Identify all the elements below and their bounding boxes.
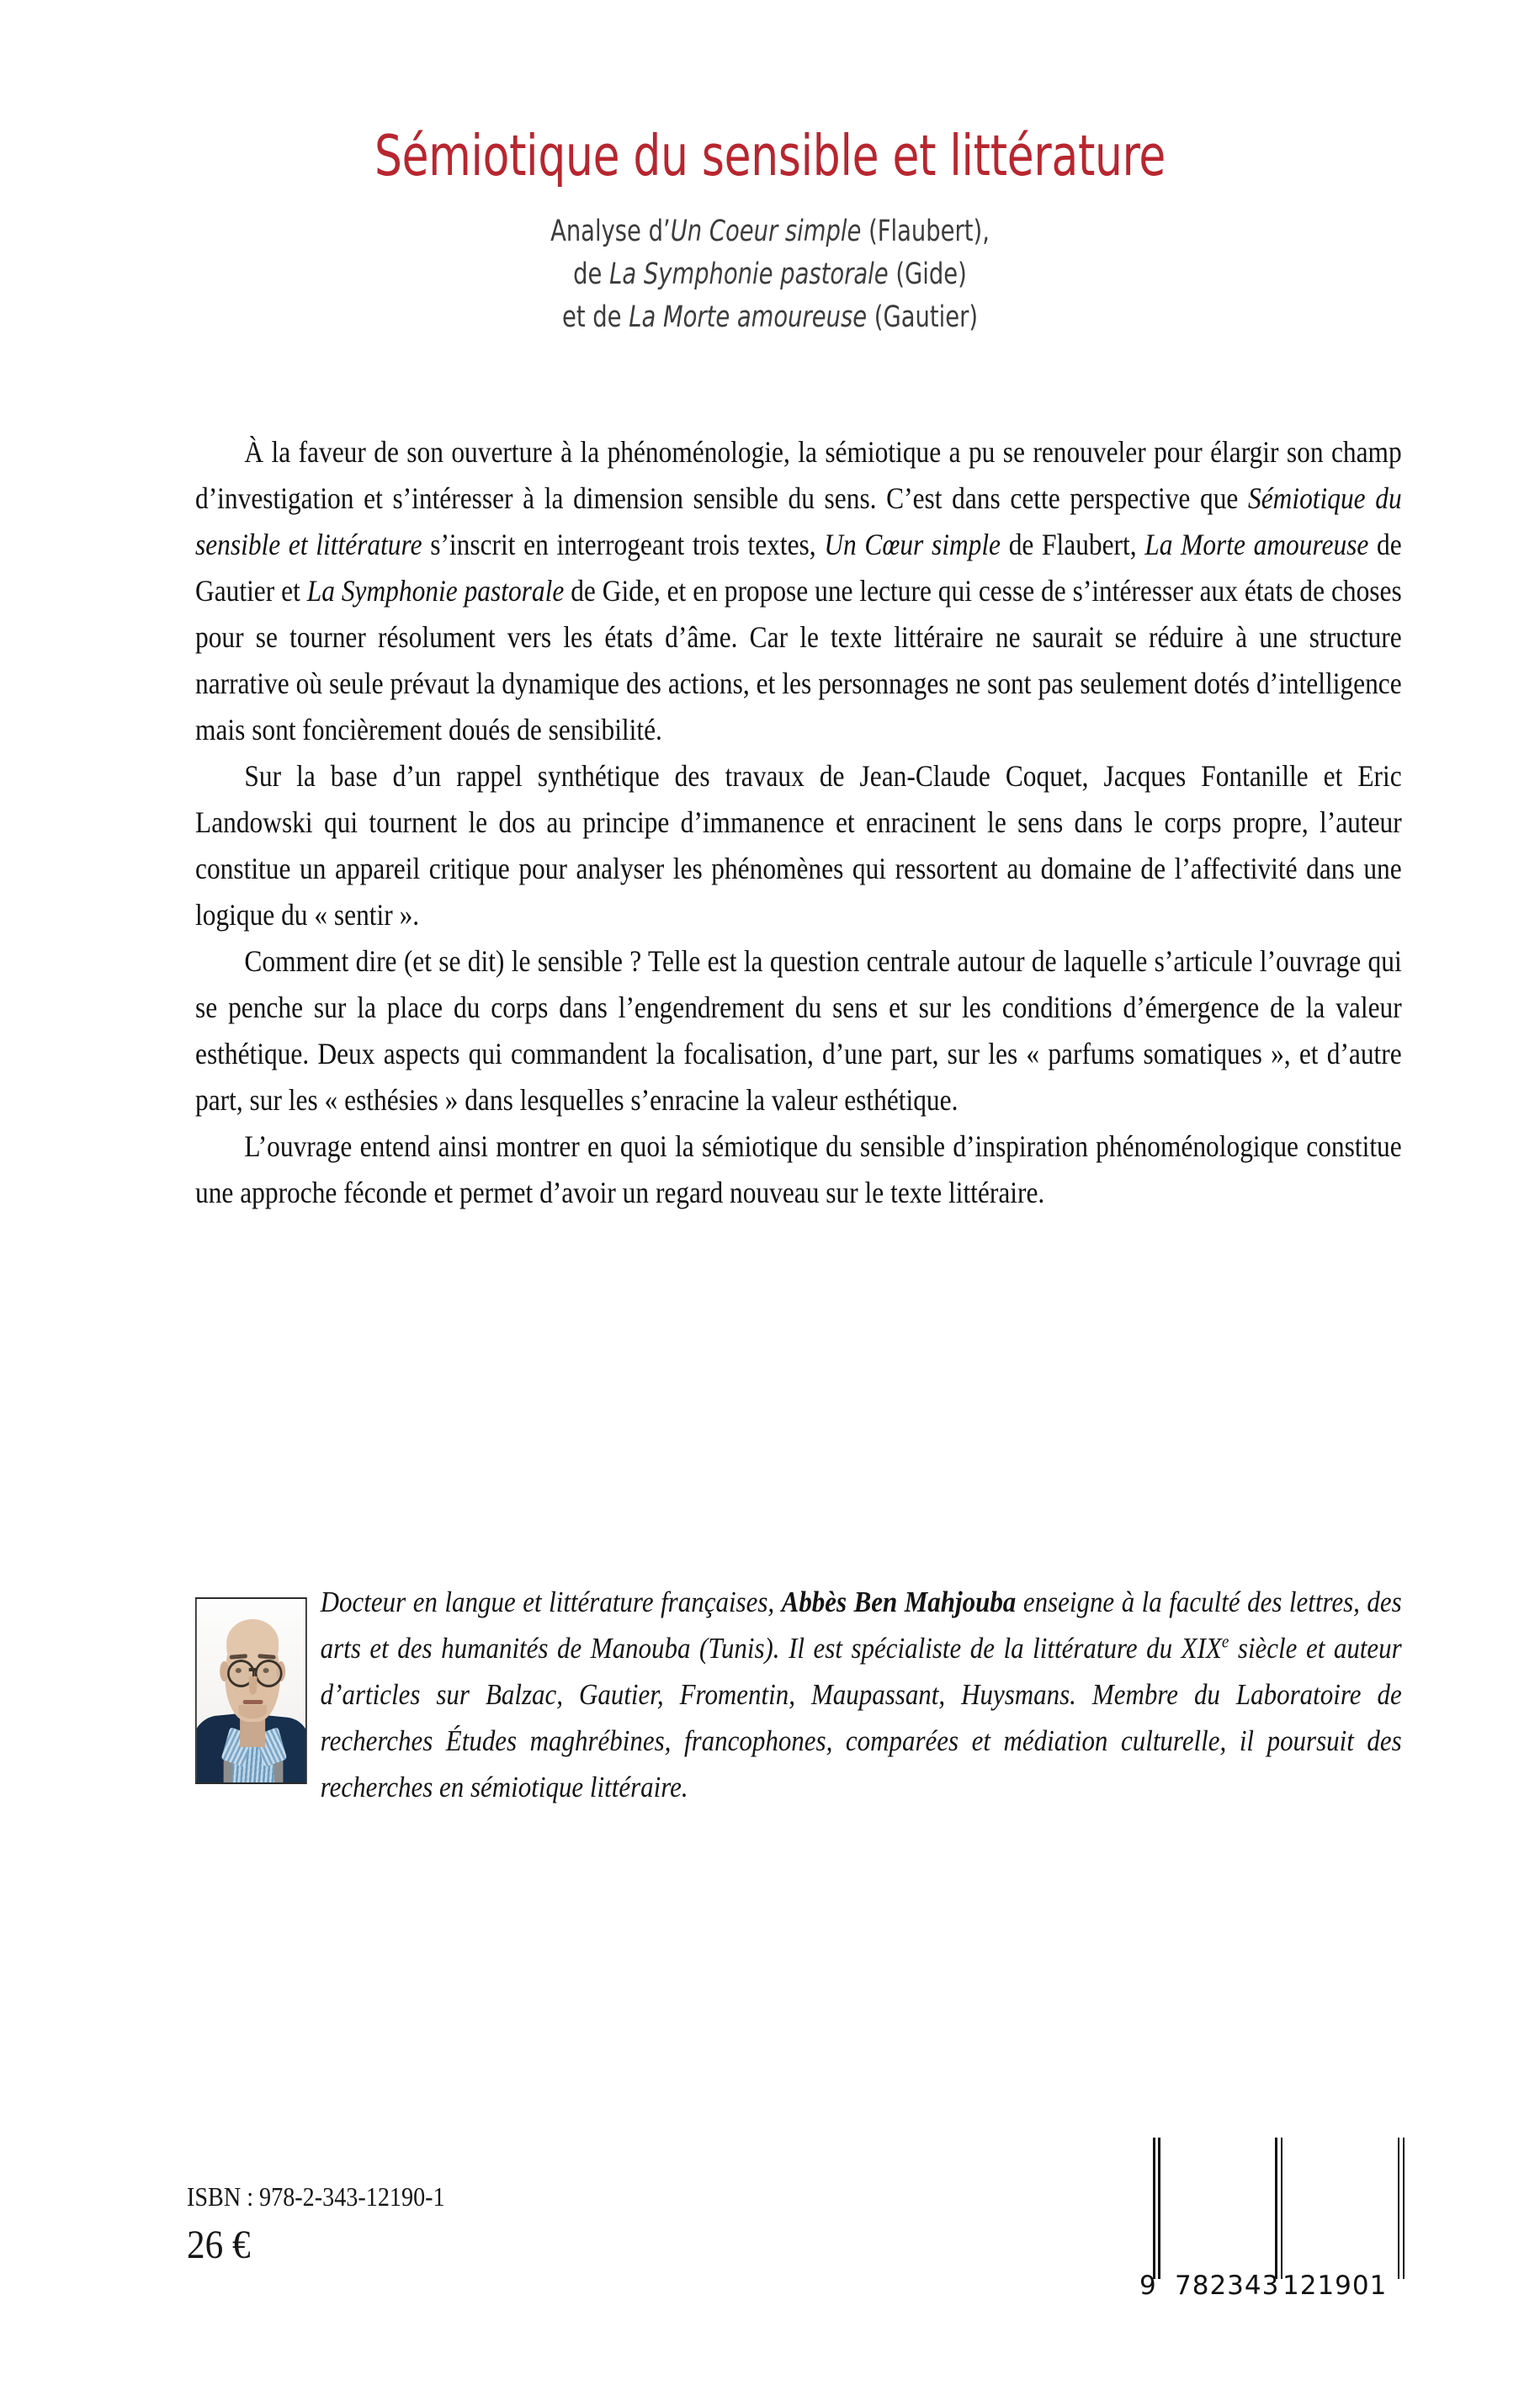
bio-intro: Docteur en langue et littérature françaises,: [320, 1586, 782, 1618]
barcode-digit-first: 9: [1139, 2271, 1157, 2301]
price-label: 26 €: [187, 2223, 251, 2267]
blurb-text: [195, 429, 1402, 1216]
blurb-p1-b: s’inscrit en interrogeant trois textes,: [422, 528, 825, 561]
barcode: [1138, 2138, 1407, 2310]
subtitle-line-3-plain-b: (Gautier): [867, 300, 979, 334]
subtitle-line-1-plain-b: (Flaubert),: [861, 215, 990, 249]
blurb-p1-d: de Gautier et: [195, 528, 1402, 608]
page-title: Sémiotique du sensible et littérature: [374, 123, 1166, 189]
barcode-bar: [1153, 2138, 1155, 2279]
barcode-bar: [1281, 2138, 1283, 2279]
bio-body-b: siècle et auteur d’articles sur Balzac, Gautier, Fromentin, Maupassant, Huysmans. Membre du Laboratoire de recherches Études maghrébines, francophones, comparées et médiation culturelle, il poursuit des recherches en sémiotique littéraire.: [320, 1632, 1402, 1803]
blurb-p1-title-4: La Symphonie pastorale: [306, 574, 565, 608]
subtitle-line-1-italic: Un Coeur simple: [670, 215, 862, 249]
title-block: [0, 123, 1540, 339]
blurb-paragraph-3: Comment dire (et se dit) le sensible ? Telle est la question centrale autour de laquelle s’articule l’ouvrage qui se penche sur la place du corps dans l’engendrement du sens et sur les conditions d’émergence de la valeur esthétique. Deux aspects qui commandent la focalisation, d’une part, sur les « parfums somatiques », et d’autre part, sur les « esthésies » dans lesquelles s’enracine la valeur esthétique.: [195, 944, 1402, 1117]
barcode-bar: [1275, 2138, 1277, 2279]
bio-century: XIX: [1181, 1632, 1222, 1665]
barcode-bar: [1398, 2138, 1400, 2279]
subtitle-line-2-plain-a: de: [573, 258, 610, 292]
photo-chin: [238, 1705, 267, 1718]
subtitle-line-2-plain-b: (Gide): [888, 258, 967, 292]
isbn-line: ISBN : 978-2-343-12190-1: [187, 2181, 445, 2212]
photo-mouth: [243, 1700, 263, 1704]
blurb-p1-c: de Flaubert,: [1001, 528, 1145, 561]
subtitle: [0, 210, 1540, 338]
subtitle-line-3: [100, 296, 1440, 339]
subtitle-line-3-plain-a: et de: [561, 300, 629, 334]
barcode-digits-right-group: 121901: [1282, 2271, 1388, 2301]
photo-nose: [249, 1676, 258, 1695]
blurb-p1-title-3: La Morte amoureuse: [1144, 528, 1369, 561]
blurb-p1-a: À la faveur de son ouverture à la phénoménologie, la sémiotique a pu se renouveler pour élargir son champ d’investigation et s’intéresser à la dimension sensible du sens. C’est dans cette perspective que: [195, 435, 1402, 515]
bio-body-a: enseigne à la faculté des lettres, des arts et des humanités de Manouba (Tunis). Il est spécialiste de la littérature du: [320, 1586, 1402, 1665]
subtitle-line-2: [100, 253, 1440, 296]
subtitle-line-1-plain-a: Analyse d’: [550, 215, 671, 249]
blurb-paragraph-1: [195, 429, 1402, 753]
barcode-bar: [1403, 2138, 1405, 2279]
subtitle-line-1: [100, 210, 1440, 253]
barcode-bars: [1138, 2138, 1407, 2265]
barcode-digits-left-group: 782343: [1175, 2271, 1280, 2301]
bio-century-ordinal: e: [1221, 1631, 1229, 1652]
author-name: Abbès Ben Mahjouba: [781, 1586, 1017, 1618]
barcode-digits: [1138, 2271, 1407, 2304]
photo-eyeglass-bridge: [249, 1668, 257, 1671]
blurb-paragraph-2: Sur la base d’un rappel synthétique des travaux de Jean-Claude Coquet, Jacques Fontanille et Eric Landowski qui tournent le dos au principe d’immanence et enracinent le sens dans le corps propre, l’auteur constitue un appareil critique pour analyser les phénomènes qui ressortent au domaine de l’affectivité dans une logique du « sentir ».: [195, 759, 1402, 932]
subtitle-line-2-italic: La Symphonie pastorale: [609, 258, 889, 292]
photo-eyeglass-lens-right: [255, 1660, 283, 1687]
author-bio-text: [195, 1579, 1402, 1810]
blurb-p1-e: de Gide, et en propose une lecture qui cesse de s’intéresser aux états de choses pour se tourner résolument vers les états d’âme. Car le texte littéraire ne saurait se réduire à une structure narrative où seule prévaut la dynamique des actions, et les personnages ne sont pas seulement dotés d’intelligence mais sont foncièrement doués de sensibilité.: [195, 574, 1402, 746]
barcode-bar: [1158, 2138, 1160, 2279]
subtitle-line-3-italic: La Morte amoureuse: [629, 300, 868, 334]
blurb-p1-title-2: Un Cœur simple: [824, 528, 1001, 561]
author-photo: [195, 1597, 307, 1784]
blurb-p1-title-1: Sémiotique du sensible et littérature: [195, 481, 1402, 561]
author-bio-block: [195, 1579, 1402, 1810]
blurb-paragraph-4: L’ouvrage entend ainsi montrer en quoi la sémiotique du sensible d’inspiration phénoménologique constitue une approche féconde et permet d’avoir un regard nouveau sur le texte littéraire.: [195, 1129, 1402, 1209]
